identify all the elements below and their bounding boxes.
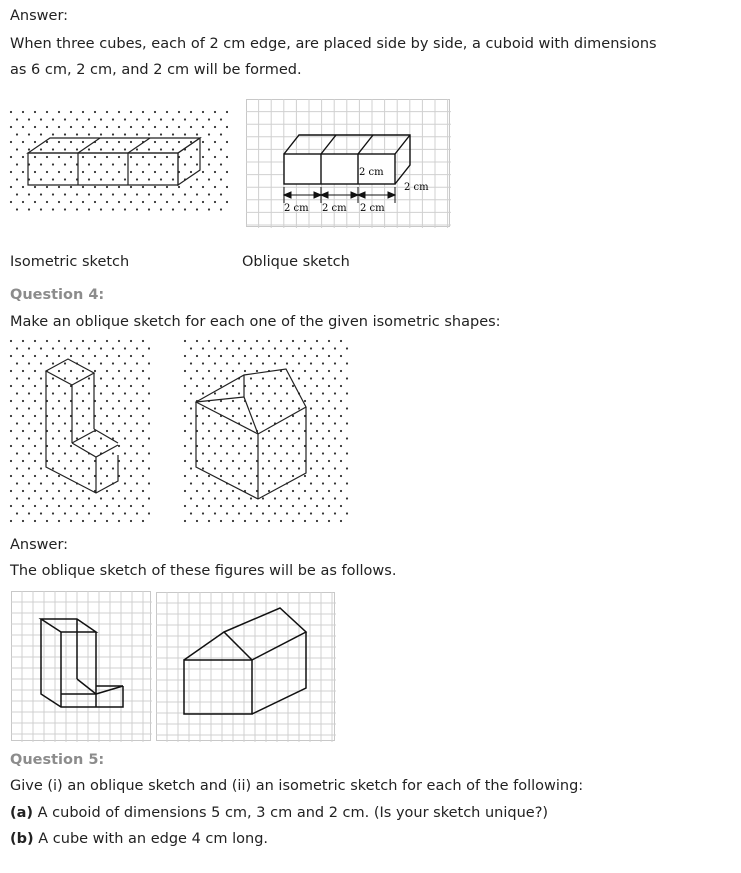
answer-2-text: The oblique sketch of these figures will be as follows. bbox=[10, 563, 397, 579]
isometric-cuboid-figure bbox=[8, 108, 228, 213]
part-b-text: A cube with an edge 4 cm long. bbox=[33, 831, 269, 847]
answer-text-line1: When three cubes, each of 2 cm edge, are placed side by side, a cuboid with dimensions bbox=[10, 36, 657, 52]
question-4-title: Question 4: bbox=[10, 287, 105, 303]
caption-oblique: Oblique sketch bbox=[242, 254, 350, 270]
isometric-house-figure bbox=[182, 337, 350, 527]
oblique-l-shape-figure bbox=[11, 591, 152, 742]
dim-label-1: 2 cm bbox=[284, 203, 309, 214]
oblique-house-figure bbox=[156, 592, 336, 742]
dim-label-2: 2 cm bbox=[322, 203, 347, 214]
answer-label: Answer: bbox=[10, 8, 69, 24]
isometric-l-shape-figure bbox=[8, 337, 150, 527]
question-5-title: Question 5: bbox=[10, 752, 105, 768]
part-b-label: (b) bbox=[10, 831, 34, 847]
dim-label-3: 2 cm bbox=[360, 203, 385, 214]
question-4-text: Make an oblique sketch for each one of the given isometric shapes: bbox=[10, 314, 501, 330]
part-a-label: (a) bbox=[10, 805, 34, 821]
oblique-cuboid-figure bbox=[246, 99, 451, 228]
dim-label-height: 2 cm bbox=[359, 167, 384, 178]
caption-isometric: Isometric sketch bbox=[10, 254, 130, 270]
question-5-part-a bbox=[10, 805, 548, 821]
part-a-text: A cuboid of dimensions 5 cm, 3 cm and 2 cm. (Is your sketch unique?) bbox=[33, 805, 549, 821]
answer-text-line2: as 6 cm, 2 cm, and 2 cm will be formed. bbox=[10, 62, 302, 78]
dim-label-depth: 2 cm bbox=[404, 182, 429, 193]
question-5-text: Give (i) an oblique sketch and (ii) an isometric sketch for each of the following: bbox=[10, 778, 584, 794]
answer-2-label: Answer: bbox=[10, 537, 69, 553]
question-5-part-b bbox=[10, 831, 268, 847]
